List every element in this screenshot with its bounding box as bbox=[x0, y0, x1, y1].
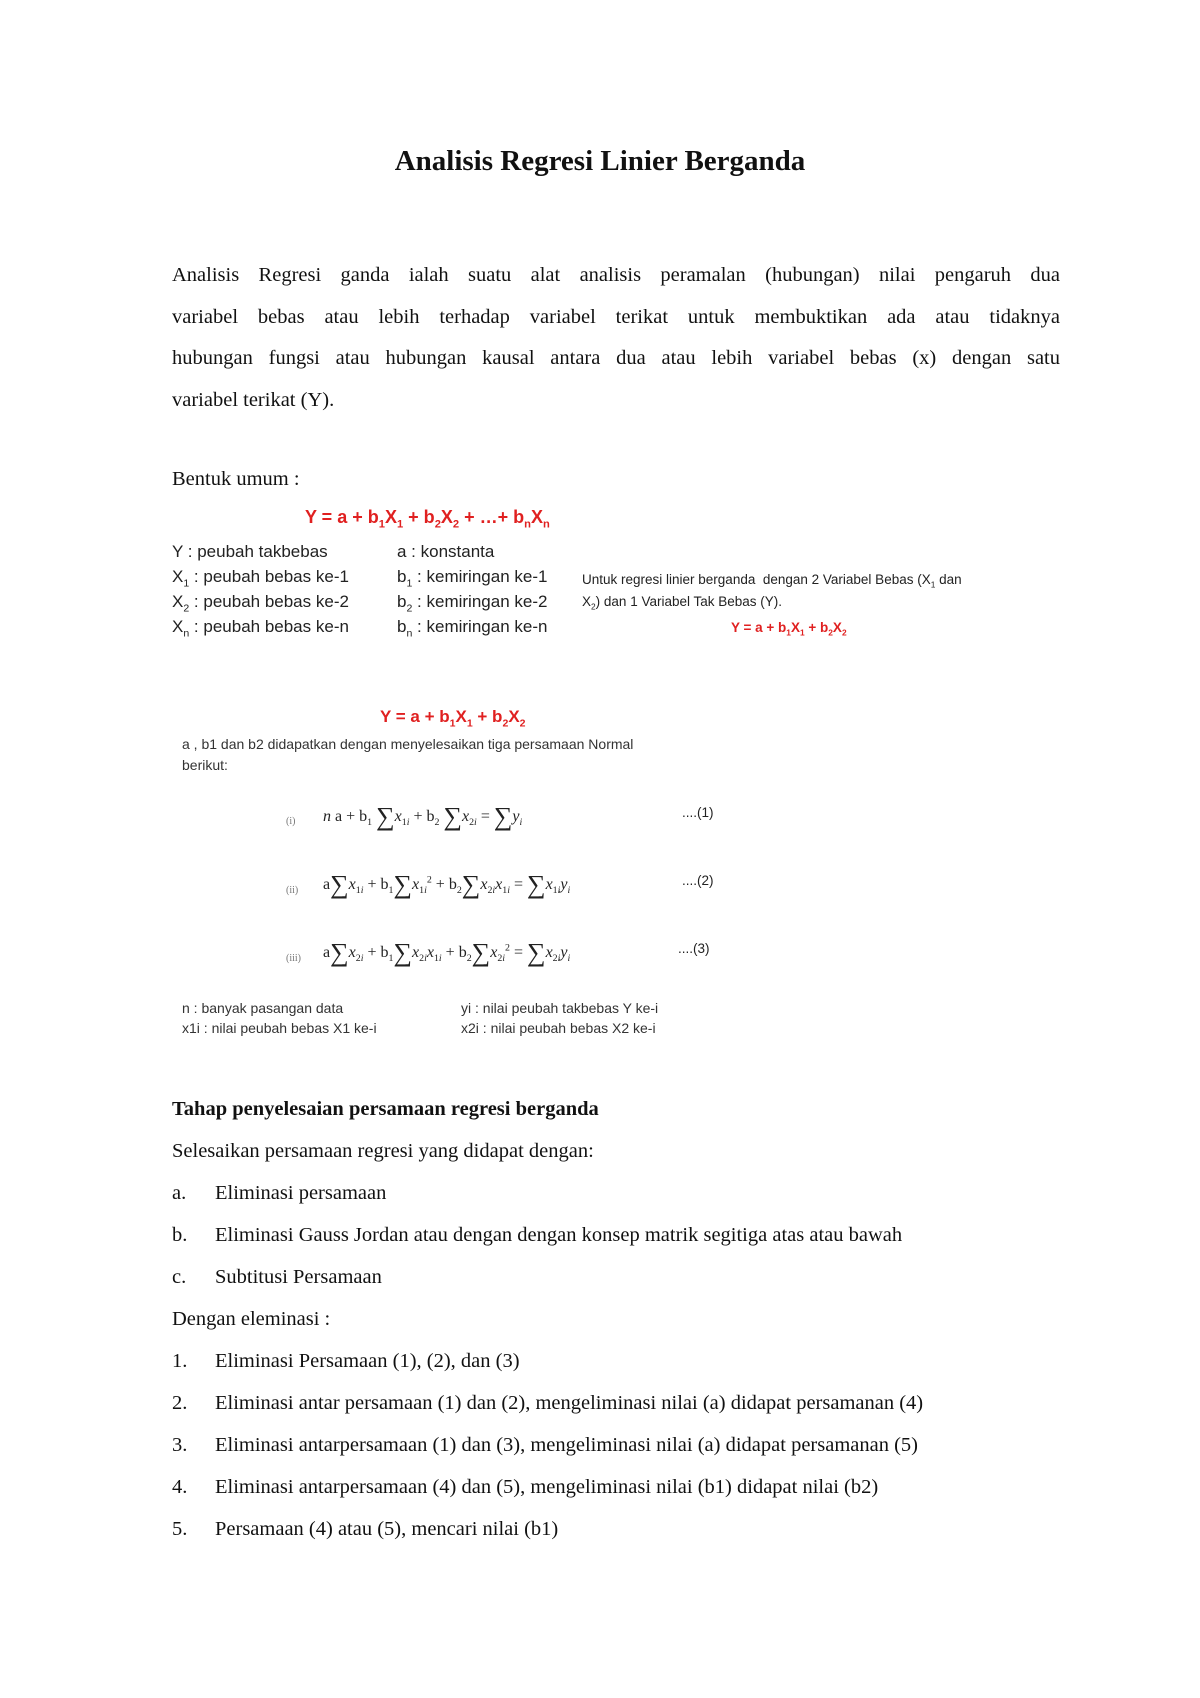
section-intro: Selesaikan persamaan regresi yang didapat dengan: bbox=[172, 1140, 594, 1162]
intro-line: hubungan fungsi atau hubungan kausal antara dua atau lebih variabel bebas (x) dengan satu bbox=[172, 347, 1060, 369]
legend-x2i: x2i : nilai peubah bebas X2 ke-i bbox=[461, 1020, 656, 1036]
elimination-intro: Dengan eleminasi : bbox=[172, 1308, 331, 1330]
list-item: Subtitusi Persamaan bbox=[215, 1266, 382, 1288]
sigma-icon: ∑ bbox=[443, 802, 462, 831]
list-marker: c. bbox=[172, 1266, 187, 1288]
legend-yi: yi : nilai peubah takbebas Y ke-i bbox=[461, 1000, 659, 1016]
list-item: Eliminasi persamaan bbox=[215, 1182, 387, 1204]
equation-number: ....(3) bbox=[678, 941, 710, 956]
def-x1: $X_1$ : peubah bebas ke-1 bbox=[172, 567, 349, 590]
def-b2: $b_2$ : kemiringan ke-2 bbox=[397, 592, 548, 615]
list-marker: 4. bbox=[172, 1476, 188, 1498]
intro-line: Analisis Regresi ganda ialah suatu alat analisis peramalan (hubungan) nilai pengaruh dua bbox=[172, 264, 1060, 286]
list-item: Eliminasi Persamaan (1), (2), dan (3) bbox=[215, 1350, 520, 1372]
list-marker: a. bbox=[172, 1182, 187, 1204]
legend-n: n : banyak pasangan data bbox=[182, 1000, 344, 1016]
normal-equation-1: n $a + b_1$ $\sum x_{1i} + b_2$ $\sum x_{2i} = \sum y_i$ bbox=[323, 802, 523, 831]
sigma-icon: ∑ bbox=[527, 870, 546, 899]
list-marker: 2. bbox=[172, 1392, 188, 1414]
def-a: a : konstanta bbox=[397, 542, 495, 561]
sigma-icon: ∑ bbox=[330, 870, 349, 899]
equation-number: ....(2) bbox=[682, 873, 714, 888]
note-line-1: Untuk regresi linier berganda dengan 2 Variabel Bebas ($X_1$ dan bbox=[582, 572, 962, 590]
def-x2: $X_2$ : peubah bebas ke-2 bbox=[172, 592, 349, 615]
normal-equation-3: $a\sum x_{2i} + b_1\sum x_{2i}x_{1i} + b_2\sum x_{2i}^2 = \sum x_{2i}y_i$ bbox=[323, 938, 571, 967]
def-bn: $b_n$ : kemiringan ke-n bbox=[397, 617, 548, 640]
intro-line: variabel terikat (Y). bbox=[172, 388, 335, 411]
general-formula: $Y = a + b_1X_1 + b_2X_2$ + …+ $b_nX_n$ bbox=[305, 507, 550, 531]
sigma-icon: ∑ bbox=[330, 938, 349, 967]
list-marker: 5. bbox=[172, 1518, 188, 1540]
normal-desc-line-2: berikut: bbox=[182, 757, 228, 773]
sigma-icon: ∑ bbox=[527, 938, 546, 967]
normal-desc-line-1: a , b1 dan b2 didapatkan dengan menyelesaikan tiga persamaan Normal bbox=[182, 736, 634, 752]
sigma-icon: ∑ bbox=[471, 938, 491, 967]
page-title: Analisis Regresi Linier Berganda bbox=[394, 145, 806, 177]
list-item: Eliminasi antar persamaan (1) dan (2), mengeliminasi nilai (a) didapat persamanan (4) bbox=[215, 1392, 924, 1414]
sigma-icon: ∑ bbox=[461, 870, 481, 899]
normal-formula: $Y = a + b_1X_1 + b_2X_2$ bbox=[380, 707, 526, 730]
sigma-icon: ∑ bbox=[393, 938, 413, 967]
list-marker: 3. bbox=[172, 1434, 188, 1456]
eq-roman: (i) bbox=[286, 816, 296, 827]
def-xn: $X_n$ : peubah bebas ke-n bbox=[172, 617, 349, 640]
list-marker: b. bbox=[172, 1224, 188, 1246]
legend-x1i: x1i : nilai peubah bebas X1 ke-i bbox=[182, 1020, 377, 1036]
section-heading: Tahap penyelesaian persamaan regresi berganda bbox=[172, 1098, 599, 1120]
sigma-icon: ∑ bbox=[493, 802, 513, 831]
list-item: Eliminasi Gauss Jordan atau dengan dengan konsep matrik segitiga atas atau bawah bbox=[215, 1224, 903, 1246]
eq-roman: (iii) bbox=[286, 953, 301, 964]
bentuk-umum-label: Bentuk umum : bbox=[172, 468, 300, 490]
def-b1: $b_1$ : kemiringan ke-1 bbox=[397, 567, 548, 590]
sigma-icon: ∑ bbox=[393, 870, 413, 899]
normal-equation-2: $a\sum x_{1i} + b_1\sum x_{1i}^2 + b_2\sum x_{2i}x_{1i} = \sum x_{1i}y_i$ bbox=[323, 870, 571, 899]
note-line-2: $X_2$) dan 1 Variabel Tak Bebas (Y). bbox=[582, 594, 783, 612]
intro-line: variabel bebas atau lebih terhadap variabel terikat untuk membuktikan ada atau tidaknya bbox=[172, 305, 1060, 328]
def-y: Y : peubah takbebas bbox=[172, 542, 328, 561]
list-item: Persamaan (4) atau (5), mencari nilai (b1) bbox=[215, 1518, 559, 1540]
list-marker: 1. bbox=[172, 1350, 188, 1372]
intro-paragraph bbox=[172, 255, 1060, 421]
note-formula: $Y = a + b_1X_1 + b_2X_2$ bbox=[731, 620, 847, 638]
list-item: Eliminasi antarpersamaan (4) dan (5), mengeliminasi nilai (b1) didapat nilai (b2) bbox=[215, 1476, 879, 1498]
equation-number: ....(1) bbox=[682, 805, 714, 820]
sigma-icon: ∑ bbox=[376, 802, 395, 831]
list-item: Eliminasi antarpersamaan (1) dan (3), mengeliminasi nilai (a) didapat persamanan (5) bbox=[215, 1434, 918, 1456]
eq-roman: (ii) bbox=[286, 885, 299, 896]
